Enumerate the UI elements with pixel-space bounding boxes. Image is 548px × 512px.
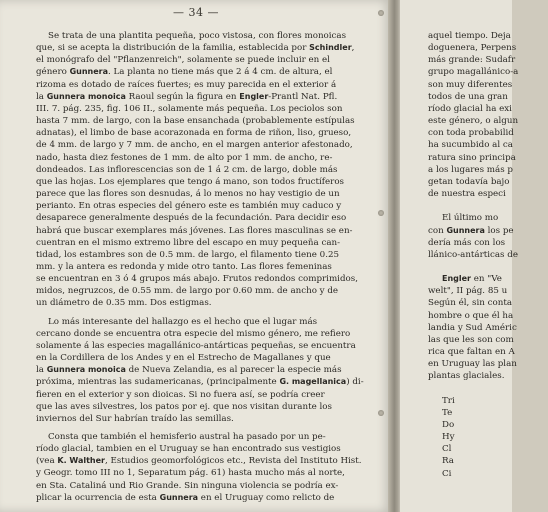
text-line: hasta 7 mm. de largo, con la base ensanchada (probablemente estípulas	[36, 116, 355, 127]
text-line: hombre o que él ha	[428, 310, 514, 321]
text-line: habrá que buscar exemplares más jóvenes. Las flores masculinas se en-	[36, 225, 353, 236]
text-line: solamente á las especies magallánico-antárticas pequeñas, se encuentra	[36, 340, 356, 351]
text-line: dería más con los	[428, 237, 506, 248]
text-line: con toda probabilid	[428, 128, 514, 139]
text-line: ríodo glacial, tambien en el Uruguay se han encontrado sus vestigios	[36, 444, 341, 455]
text-line: getan todavía bajo	[428, 176, 510, 187]
text-line: nado, hasta diez festones de 1 mm. de alto por 1 mm. de ancho, re-	[36, 152, 333, 163]
text-line: cercano donde se encuentra otra especie del mismo género, me refiero	[36, 328, 351, 339]
text-line: todos de una gran	[428, 91, 508, 102]
text-line: el monógrafo del "Pflanzenreich", solamente se puede incluir en el	[36, 55, 330, 66]
text-line: a los lugares más p	[428, 164, 513, 175]
text-line: rica que faltan en A	[428, 347, 515, 358]
text-line: Hy	[442, 432, 455, 443]
text-line: fieren en el exterior y son dioicas. Si no fuera así, se podría creer	[36, 389, 325, 400]
text-line: con Gunnera los pe	[428, 225, 514, 236]
text-line: grupo magallánico-a	[428, 67, 519, 78]
text-line: en la Cordillera de los Andes y en el Estrecho de Magallanes y que	[36, 353, 331, 364]
text-line: Ci	[442, 468, 452, 479]
text-line: la Gunnera monoica de Nueva Zelandia, es al parecer la especie más	[36, 365, 342, 376]
text-line: III. 7. pág. 235, fig. 106 II., solamente más pequeña. Los peciolos son	[36, 103, 343, 114]
text-line: landia y Sud Améric	[428, 322, 517, 333]
text-line: rizoma es dotado de raíces fuertes; es muy parecida en el exterior á	[36, 79, 337, 90]
punch-hole	[378, 210, 384, 216]
text-line: doguenera, Perpens	[428, 43, 517, 54]
left-text-column	[36, 30, 364, 504]
text-line: parece que las flores son desnudas, á lo menos no hay vestigio de un	[36, 189, 340, 200]
text-line: más grande: Sudafr	[428, 55, 516, 66]
text-line: ríodo glacial ha exi	[428, 103, 512, 114]
text-line: que, si se acepta la distribución de la familia, establecida por Schindler,	[36, 43, 355, 54]
text-line: y Geogr. tomo III no 1, Separatum pág. 61) hasta mucho más al norte,	[36, 468, 345, 479]
text-line: dondeados. Las inflorescencias son de 1 á 2 cm. de largo, doble más	[36, 164, 338, 175]
text-line: plicar la ocurrencia de esta Gunnera en el Uruguay como relicto de	[36, 492, 335, 503]
text-line: Lo más interesante del hallazgo es el hecho que el lugar más	[48, 316, 318, 327]
text-line: género Gunnera. La planta no tiene más que 2 á 4 cm. de altura, el	[36, 67, 333, 78]
text-line: Te	[442, 407, 453, 418]
text-line: un diámetro de 0.35 mm. Dos estigmas.	[36, 298, 212, 309]
text-line: adnatas), el limbo de base acorazonada en forma de riñon, liso, grueso,	[36, 128, 352, 139]
blank-line	[428, 383, 548, 395]
text-line: cuentran en el mismo extremo libre del escapo en muy pequeña can-	[36, 237, 341, 248]
blank-line	[428, 200, 548, 212]
text-line: El último mo	[442, 213, 499, 224]
text-line: desaparece generalmente después de la fecundación. Para decidir eso	[36, 213, 347, 224]
text-line: Consta que también el hemisferio austral ha pasado por un pe-	[48, 432, 326, 442]
text-line: Ra	[442, 456, 454, 467]
punch-hole	[378, 410, 384, 416]
blank-line	[428, 261, 548, 273]
text-line: ratura sino principa	[428, 152, 516, 163]
text-line: en Uruguay las plan	[428, 359, 517, 370]
text-line: ha sucumbido al ca	[428, 140, 513, 151]
text-line: próxima, mientras las sudamericanas, (principalmente G. magellanica) di-	[36, 377, 364, 388]
paragraph	[36, 316, 364, 425]
text-line: son muy diferentes	[428, 79, 513, 90]
text-line: se encuentran en 3 ó 4 grupos más abajo. Frutos redondos comprimidos,	[36, 274, 358, 285]
text-line: tidad, los estambres son de 0.5 mm. de largo, el filamento tiene 0.25	[36, 249, 340, 260]
text-line: de nuestra especi	[428, 189, 506, 200]
text-line: perianto. En otras especies del género este es también muy caduco y	[36, 201, 342, 212]
text-line: Tri	[442, 395, 455, 406]
right-text-column	[428, 30, 548, 480]
text-line: llánico-antárticas de	[428, 249, 518, 260]
text-line: plantas glaciales.	[428, 371, 505, 382]
text-line: mm. y la antera es redonda y mide otro tanto. Las flores femeninas	[36, 261, 332, 272]
text-line: aquel tiempo. Deja	[428, 31, 511, 41]
text-line: Según él, sin conta	[428, 298, 513, 309]
text-line: midos, negruzcos, de 0.55 mm. de largo por 0.60 mm. de ancho y de	[36, 286, 339, 297]
paragraph	[36, 30, 358, 310]
text-line: la Gunnera monoica Raoul según la figura en Engler-Prantl Nat. Pfl.	[36, 91, 338, 102]
text-line: Cl	[442, 444, 452, 455]
text-line: inviernos del Sur habrían traído las semillas.	[36, 413, 234, 424]
text-line: este género, o algun	[428, 116, 519, 127]
text-line: Engler en "Ve	[442, 274, 502, 285]
text-line: de 4 mm. de largo y 7 mm. de ancho, en el margen anterior afestonado,	[36, 140, 353, 151]
text-line: las que les son com	[428, 334, 514, 345]
text-line: Do	[442, 420, 455, 430]
text-line: Se trata de una plantita pequeña, poco vistosa, con flores monoicas	[48, 31, 347, 41]
text-line: que las aves silvestres, los patos por ej. que nos visitan durante los	[36, 401, 332, 412]
text-line: que las hojas. Los ejemplares que tengo á mano, son todos fructíferos	[36, 176, 345, 187]
text-line: en Sta. Cataliná und Rio Grande. Sin ninguna violencia se podría ex-	[36, 480, 339, 491]
text-line: welt", II pág. 85 u	[428, 286, 508, 297]
page-number: — 34 —	[173, 6, 219, 19]
paragraph	[36, 431, 362, 504]
text-line: (vea K. Walther, Estudios geomorfológicos etc., Revista del Instituto Hist.	[36, 456, 362, 467]
